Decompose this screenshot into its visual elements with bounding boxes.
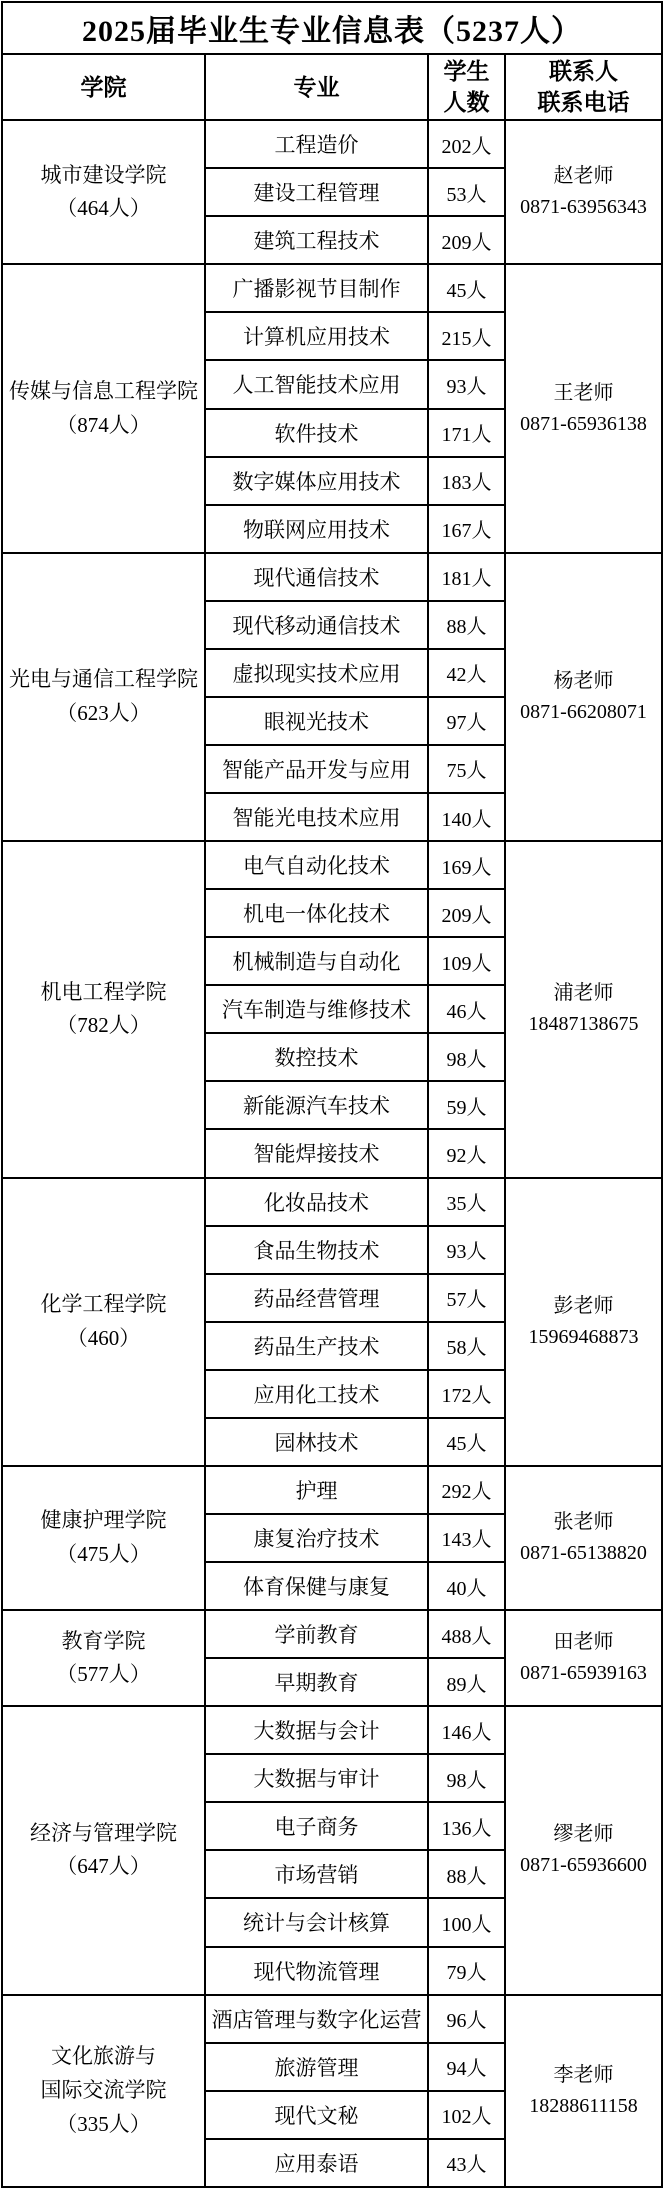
major-cell: 电气自动化技术 bbox=[205, 841, 428, 889]
major-cell: 眼视光技术 bbox=[205, 697, 428, 745]
major-cell: 学前教育 bbox=[205, 1610, 428, 1658]
major-cell: 现代通信技术 bbox=[205, 553, 428, 601]
major-cell: 工程造价 bbox=[205, 120, 428, 168]
student-count-cell: 42人 bbox=[428, 649, 505, 697]
major-cell: 软件技术 bbox=[205, 409, 428, 457]
student-count-cell: 146人 bbox=[428, 1706, 505, 1754]
contact-cell: 王老师 0871-65936138 bbox=[505, 264, 662, 552]
column-header-contact bbox=[505, 54, 662, 120]
major-cell: 智能产品开发与应用 bbox=[205, 745, 428, 793]
student-count-cell: 92人 bbox=[428, 1129, 505, 1177]
major-cell: 数控技术 bbox=[205, 1033, 428, 1081]
student-count-cell: 136人 bbox=[428, 1802, 505, 1850]
column-header-contact-line1: 联系人 bbox=[549, 59, 618, 85]
contact-cell: 张老师 0871-65138820 bbox=[505, 1466, 662, 1610]
student-count-cell: 43人 bbox=[428, 2139, 505, 2187]
student-count-cell: 46人 bbox=[428, 985, 505, 1033]
table-row bbox=[2, 553, 662, 601]
contact-cell: 缪老师 0871-65936600 bbox=[505, 1706, 662, 1994]
contact-cell: 李老师 18288611158 bbox=[505, 1995, 662, 2187]
table-row bbox=[2, 1466, 662, 1514]
major-cell: 护理 bbox=[205, 1466, 428, 1514]
major-cell: 统计与会计核算 bbox=[205, 1898, 428, 1946]
student-count-cell: 59人 bbox=[428, 1081, 505, 1129]
student-count-cell: 209人 bbox=[428, 889, 505, 937]
column-header-students-line1: 学生 bbox=[443, 59, 490, 85]
contact-cell: 赵老师 0871-63956343 bbox=[505, 120, 662, 264]
major-cell: 智能光电技术应用 bbox=[205, 793, 428, 841]
table-row bbox=[2, 120, 662, 168]
student-count-cell: 53人 bbox=[428, 168, 505, 216]
college-cell: 健康护理学院 （475人） bbox=[2, 1466, 205, 1610]
student-count-cell: 98人 bbox=[428, 1033, 505, 1081]
column-header-college: 学院 bbox=[2, 54, 205, 120]
major-cell: 建筑工程技术 bbox=[205, 216, 428, 264]
student-count-cell: 93人 bbox=[428, 1226, 505, 1274]
major-cell: 化妆品技术 bbox=[205, 1178, 428, 1226]
college-cell: 机电工程学院 （782人） bbox=[2, 841, 205, 1177]
major-cell: 现代物流管理 bbox=[205, 1947, 428, 1995]
student-count-cell: 98人 bbox=[428, 1754, 505, 1802]
graduate-major-info-table bbox=[1, 1, 663, 2188]
college-cell: 化学工程学院 （460） bbox=[2, 1178, 205, 1466]
table-row bbox=[2, 264, 662, 312]
major-cell: 电子商务 bbox=[205, 1802, 428, 1850]
student-count-cell: 215人 bbox=[428, 312, 505, 360]
major-cell: 大数据与会计 bbox=[205, 1706, 428, 1754]
college-cell: 城市建设学院 （464人） bbox=[2, 120, 205, 264]
student-count-cell: 209人 bbox=[428, 216, 505, 264]
table-row bbox=[2, 1995, 662, 2043]
student-count-cell: 40人 bbox=[428, 1562, 505, 1610]
major-cell: 机械制造与自动化 bbox=[205, 937, 428, 985]
major-cell: 药品生产技术 bbox=[205, 1322, 428, 1370]
contact-cell: 杨老师 0871-66208071 bbox=[505, 553, 662, 841]
contact-cell: 浦老师 18487138675 bbox=[505, 841, 662, 1177]
major-cell: 旅游管理 bbox=[205, 2043, 428, 2091]
student-count-cell: 100人 bbox=[428, 1898, 505, 1946]
table-row bbox=[2, 1610, 662, 1658]
column-header-students-line2: 人数 bbox=[443, 90, 490, 116]
student-count-cell: 88人 bbox=[428, 601, 505, 649]
student-count-cell: 79人 bbox=[428, 1947, 505, 1995]
college-cell: 文化旅游与 国际交流学院 （335人） bbox=[2, 1995, 205, 2187]
major-cell: 早期教育 bbox=[205, 1658, 428, 1706]
major-cell: 建设工程管理 bbox=[205, 168, 428, 216]
major-cell: 应用泰语 bbox=[205, 2139, 428, 2187]
major-cell: 汽车制造与维修技术 bbox=[205, 985, 428, 1033]
student-count-cell: 94人 bbox=[428, 2043, 505, 2091]
student-count-cell: 75人 bbox=[428, 745, 505, 793]
major-cell: 园林技术 bbox=[205, 1418, 428, 1466]
table-row bbox=[2, 841, 662, 889]
student-count-cell: 171人 bbox=[428, 409, 505, 457]
major-cell: 食品生物技术 bbox=[205, 1226, 428, 1274]
student-count-cell: 97人 bbox=[428, 697, 505, 745]
major-cell: 应用化工技术 bbox=[205, 1370, 428, 1418]
major-cell: 药品经营管理 bbox=[205, 1274, 428, 1322]
major-cell: 物联网应用技术 bbox=[205, 505, 428, 553]
major-cell: 人工智能技术应用 bbox=[205, 360, 428, 408]
major-cell: 市场营销 bbox=[205, 1850, 428, 1898]
student-count-cell: 93人 bbox=[428, 360, 505, 408]
student-count-cell: 488人 bbox=[428, 1610, 505, 1658]
contact-cell: 田老师 0871-65939163 bbox=[505, 1610, 662, 1706]
student-count-cell: 96人 bbox=[428, 1995, 505, 2043]
college-cell: 经济与管理学院 （647人） bbox=[2, 1706, 205, 1994]
major-cell: 现代移动通信技术 bbox=[205, 601, 428, 649]
major-cell: 智能焊接技术 bbox=[205, 1129, 428, 1177]
student-count-cell: 45人 bbox=[428, 1418, 505, 1466]
column-header-major: 专业 bbox=[205, 54, 428, 120]
title-row bbox=[2, 2, 662, 54]
student-count-cell: 45人 bbox=[428, 264, 505, 312]
table-row bbox=[2, 1706, 662, 1754]
student-count-cell: 109人 bbox=[428, 937, 505, 985]
student-count-cell: 167人 bbox=[428, 505, 505, 553]
student-count-cell: 202人 bbox=[428, 120, 505, 168]
major-cell: 大数据与审计 bbox=[205, 1754, 428, 1802]
header-row bbox=[2, 54, 662, 120]
student-count-cell: 89人 bbox=[428, 1658, 505, 1706]
student-count-cell: 169人 bbox=[428, 841, 505, 889]
major-cell: 酒店管理与数字化运营 bbox=[205, 1995, 428, 2043]
college-cell: 教育学院 （577人） bbox=[2, 1610, 205, 1706]
major-cell: 现代文秘 bbox=[205, 2091, 428, 2139]
student-count-cell: 183人 bbox=[428, 457, 505, 505]
table-row bbox=[2, 1178, 662, 1226]
column-header-students bbox=[428, 54, 505, 120]
student-count-cell: 35人 bbox=[428, 1178, 505, 1226]
student-count-cell: 58人 bbox=[428, 1322, 505, 1370]
major-cell: 康复治疗技术 bbox=[205, 1514, 428, 1562]
college-cell: 光电与通信工程学院 （623人） bbox=[2, 553, 205, 841]
major-cell: 计算机应用技术 bbox=[205, 312, 428, 360]
college-cell: 传媒与信息工程学院 （874人） bbox=[2, 264, 205, 552]
student-count-cell: 140人 bbox=[428, 793, 505, 841]
major-cell: 新能源汽车技术 bbox=[205, 1081, 428, 1129]
page-title: 2025届毕业生专业信息表（5237人） bbox=[2, 2, 662, 54]
student-count-cell: 143人 bbox=[428, 1514, 505, 1562]
student-count-cell: 292人 bbox=[428, 1466, 505, 1514]
student-count-cell: 172人 bbox=[428, 1370, 505, 1418]
major-cell: 数字媒体应用技术 bbox=[205, 457, 428, 505]
major-cell: 机电一体化技术 bbox=[205, 889, 428, 937]
major-cell: 广播影视节目制作 bbox=[205, 264, 428, 312]
table-body bbox=[2, 2, 662, 2187]
student-count-cell: 88人 bbox=[428, 1850, 505, 1898]
student-count-cell: 102人 bbox=[428, 2091, 505, 2139]
major-cell: 体育保健与康复 bbox=[205, 1562, 428, 1610]
major-cell: 虚拟现实技术应用 bbox=[205, 649, 428, 697]
column-header-contact-line2: 联系电话 bbox=[537, 90, 630, 116]
student-count-cell: 181人 bbox=[428, 553, 505, 601]
student-count-cell: 57人 bbox=[428, 1274, 505, 1322]
contact-cell: 彭老师 15969468873 bbox=[505, 1178, 662, 1466]
